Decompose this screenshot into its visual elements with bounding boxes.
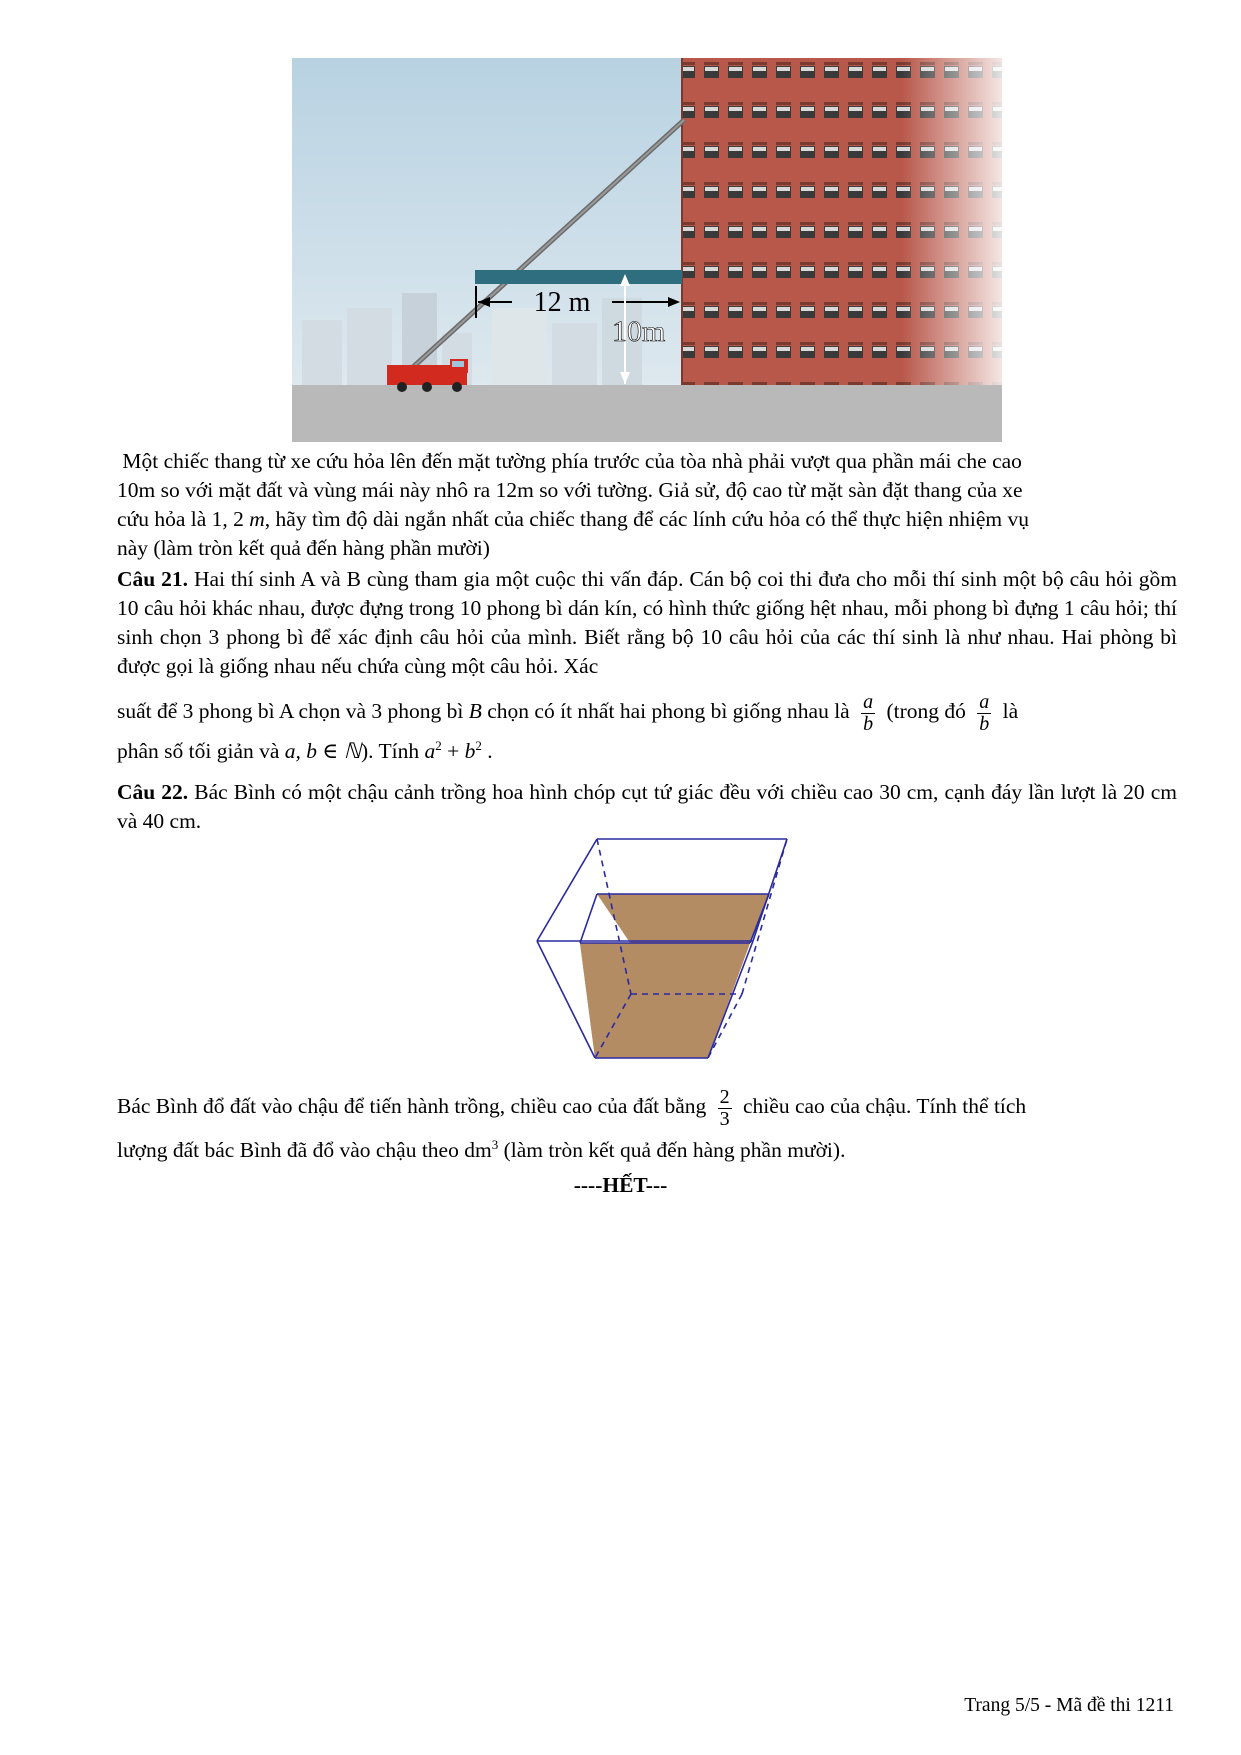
intro-line-3-pre: cứu hỏa là [117, 507, 212, 531]
question-22-text-2-post: chiều cao của chậu. Tính thể tích [737, 1094, 1027, 1118]
unit-exp: 3 [491, 1136, 499, 1152]
question-22-text-1: Bác Bình có một chậu cảnh trồng hoa hình chóp cụt tứ giác đều với chiều cao 30 cm, cạnh đáy lần lượt là 20 cm và 40 cm. [117, 780, 1178, 833]
question-21 [117, 565, 1177, 766]
question-21-text-2-pre: suất để 3 phong bì A chọn và 3 phong bì [117, 699, 469, 723]
fraction-two-thirds: $\frac{2}{3}$ [719, 1085, 730, 1130]
question-22-text-2-pre: Bác Bình đổ đất vào chậu để tiến hành trồng, chiều cao của đất bằng [117, 1094, 712, 1118]
expr-plus: + [441, 739, 465, 763]
intro-line-3-post: , hãy tìm độ dài ngắn nhất của chiếc thang để các lính cứu hỏa có thể thực hiện nhiệm vụ [264, 507, 1030, 531]
question-21-text-1: Hai thí sinh A và B cùng tham gia một cuộc thi vấn đáp. Cán bộ coi thi đưa cho mỗi thí sinh một bộ câu hỏi gồm 10 câu hỏi khác nhau, được đựng trong 10 phong bì dán kín, có hình thức giống hệt nhau, mỗi phong bì đựng 1 câu hỏi; thí sinh chọn 3 phong bì để xác định câu hỏi của mình. Biết rằng bộ 10 câu hỏi của các thí sinh là như nhau. Hai phòng bì được gọi là giống nhau nếu chứa cùng một câu hỏi. Xác [117, 567, 1177, 678]
ladder-problem-paragraph [117, 447, 1177, 563]
awning [475, 270, 682, 284]
question-21-text-3-post: . [481, 739, 493, 763]
intro-line-1: Một chiếc thang từ xe cứu hỏa lên đến mặt tường phía trước của tòa nhà phải vượt qua phần mái che cao [122, 449, 1022, 473]
ladder-base-height: 1, 2 [211, 507, 244, 531]
question-22-text-3-pre: lượng đất bác Bình đã đổ vào chậu theo [117, 1137, 465, 1162]
question-21-label: Câu 21. [117, 567, 189, 591]
fraction-a-over-b-2: $\frac{a}{b}$ [979, 690, 990, 735]
end-mark: ----HẾT--- [573, 1173, 668, 1197]
building-front [682, 58, 902, 388]
ground [292, 385, 1002, 442]
question-22 [117, 778, 1177, 836]
height-label: 10m [612, 315, 666, 348]
fire-ladder-figure [292, 58, 1002, 442]
planter-frustum-figure [535, 838, 795, 1068]
intro-line-2: 10m so với mặt đất và vùng mái này nhô ra 12m so với tường. Giả sử, độ cao từ mặt sàn đặt thang của xe [117, 478, 1023, 502]
variable-b: B [468, 699, 482, 723]
unit-dm: dm [464, 1137, 492, 1162]
exp-b: 2 [475, 737, 482, 753]
expr-a: a [424, 739, 436, 763]
page-footer: Trang 5/5 - Mã đề thi 1211 [964, 1695, 1174, 1716]
width-label: 12 m [533, 287, 591, 318]
question-21-text-2-post: là [997, 699, 1019, 723]
question-21-text-2-mid: chọn có ít nhất hai phong bì giống nhau là [481, 699, 856, 723]
intro-line-4: này (làm tròn kết quả đến hàng phần mười) [117, 536, 490, 560]
question-22-continuation [117, 1083, 1177, 1165]
unit-m: m [249, 507, 265, 531]
question-22-text-3-post: (làm tròn kết quả đến hàng phần mười). [498, 1137, 846, 1162]
fraction-a-over-b: $\frac{a}{b}$ [863, 690, 874, 735]
question-21-text-3-pre: phân số tối giản và [117, 739, 285, 763]
expr-b: b [464, 739, 476, 763]
question-21-text-2-mid2: (trong đó [881, 699, 972, 723]
exp-a: 2 [435, 737, 442, 753]
question-21-text-3-mid: ). Tính [360, 739, 425, 763]
question-22-label: Câu 22. [117, 780, 189, 804]
condition: a, b ∈ ℕ [284, 739, 361, 763]
